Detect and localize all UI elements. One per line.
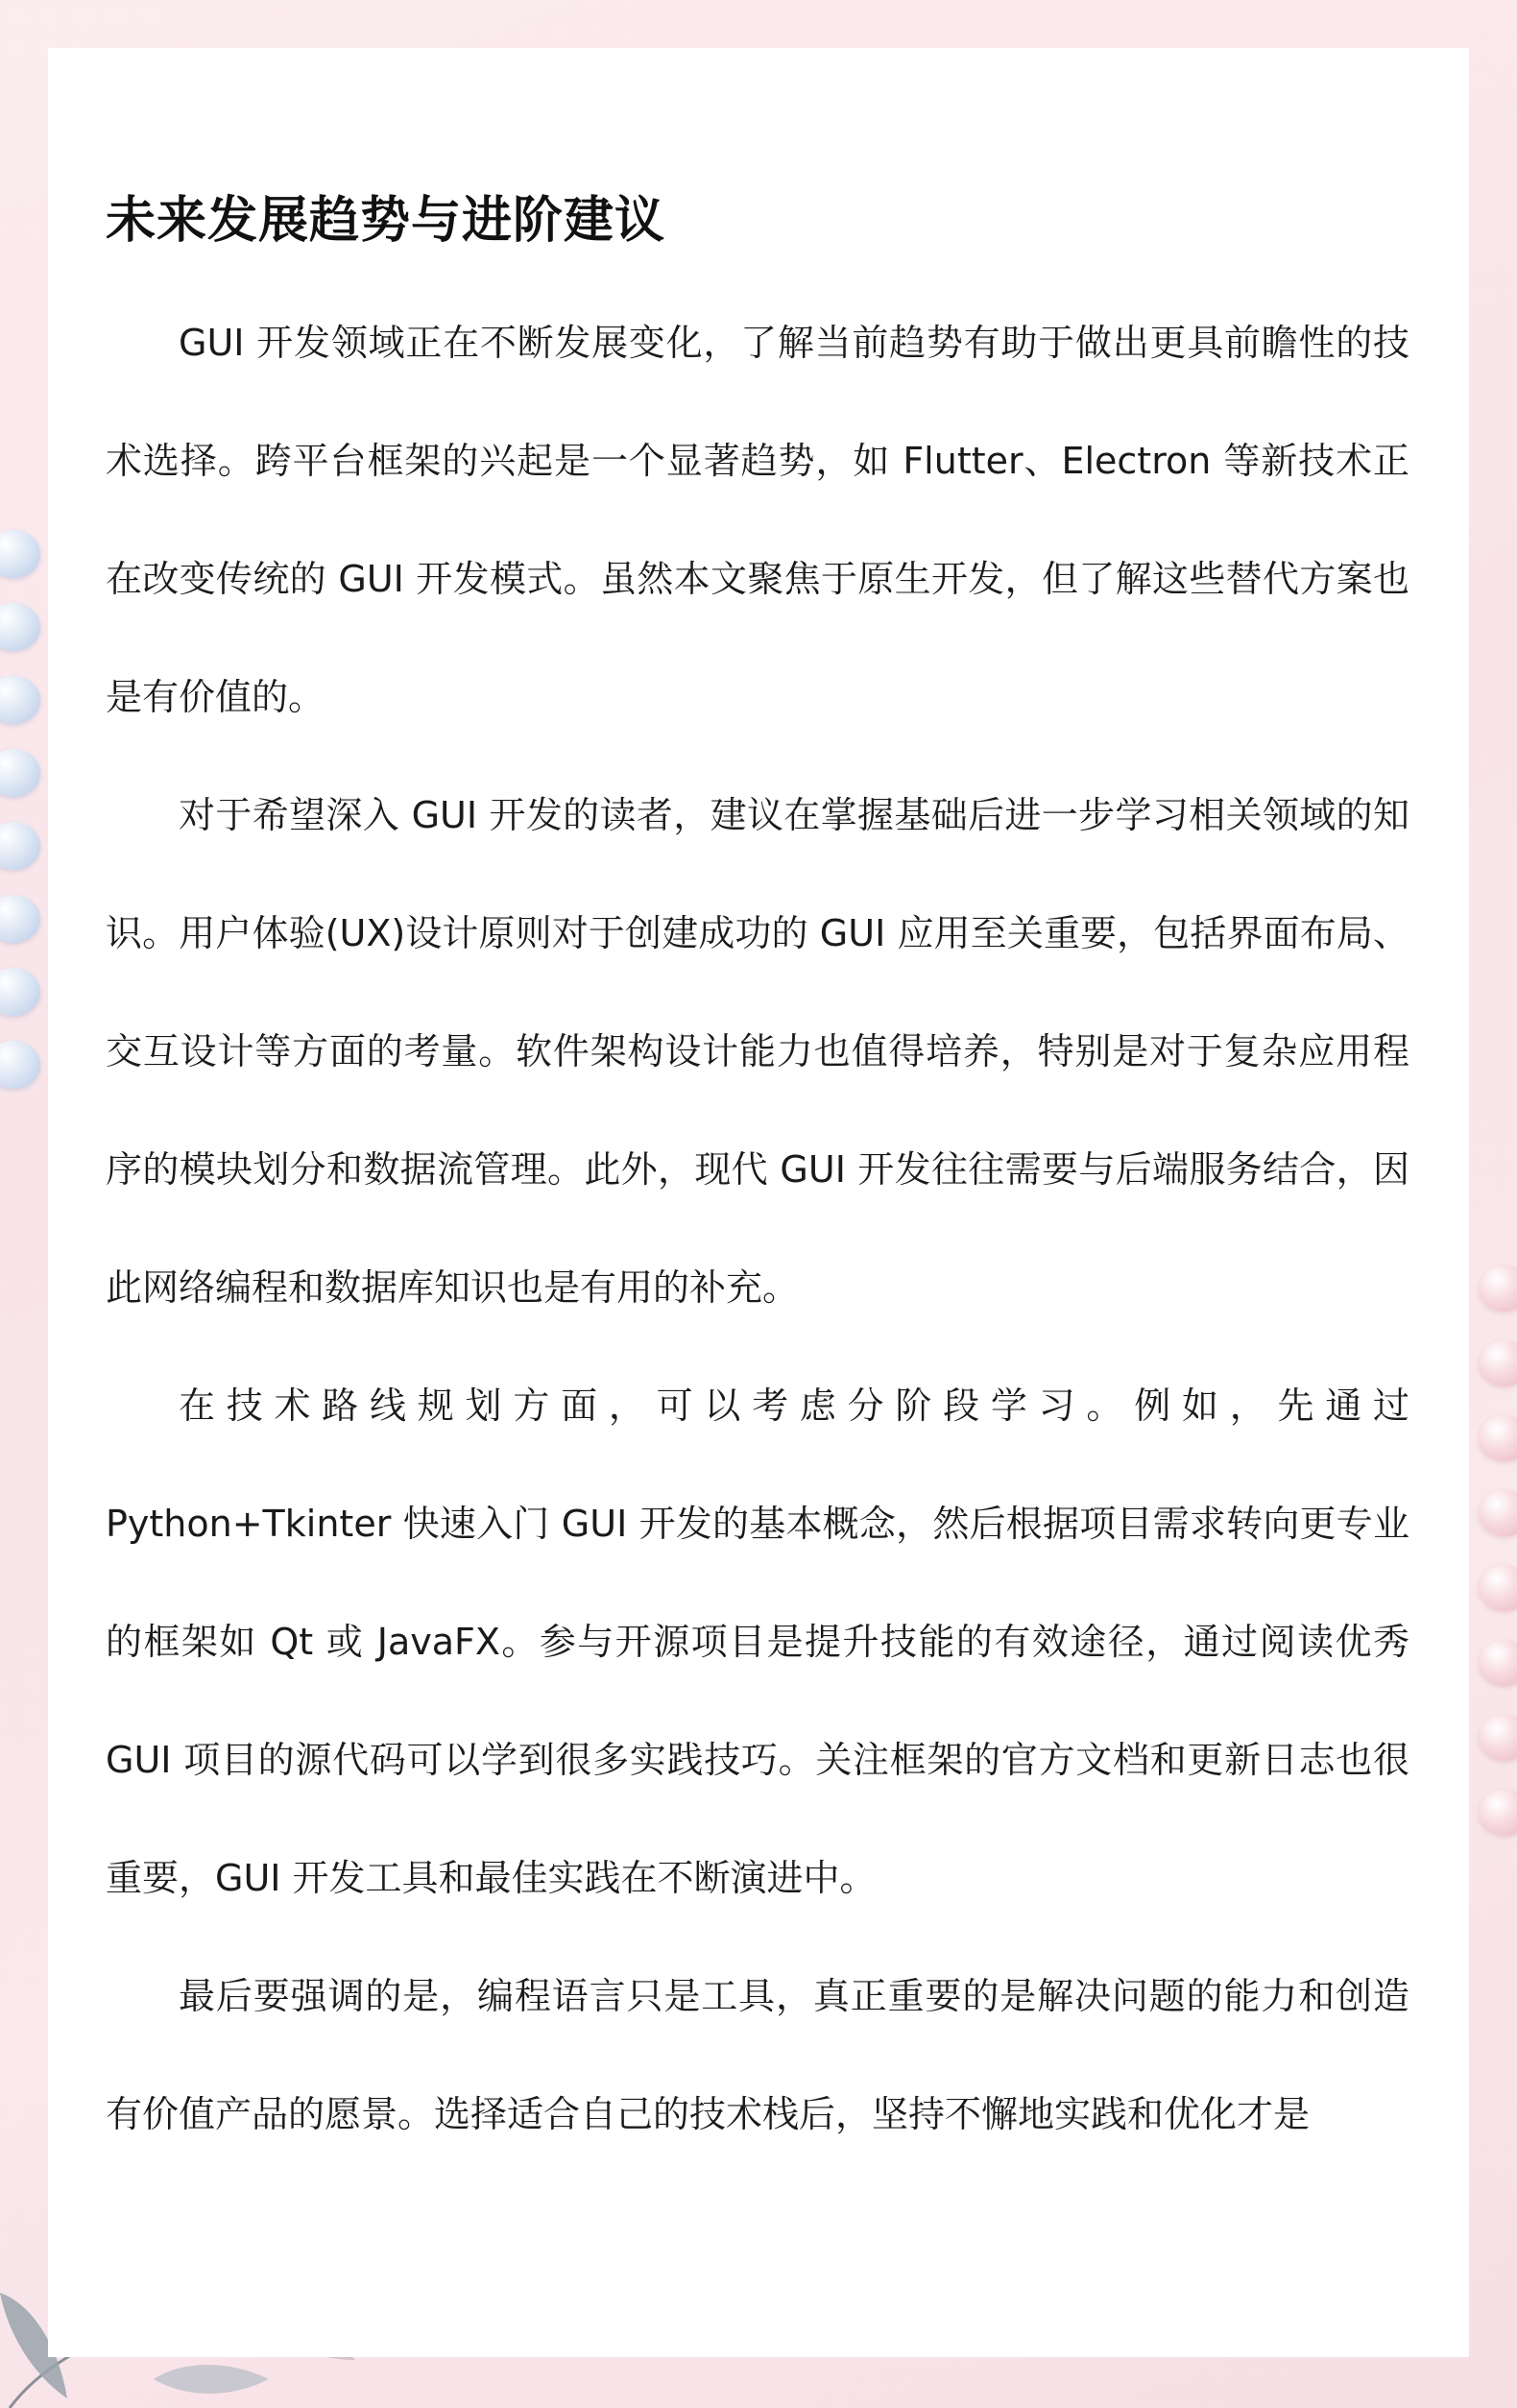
bead-decoration <box>1479 1565 1517 1611</box>
article-card <box>48 48 1469 2357</box>
bead-decoration <box>1479 1715 1517 1761</box>
bead-decoration <box>1479 1265 1517 1312</box>
article-paragraph-1: GUI 开发领域正在不断发展变化，了解当前趋势有助于做出更具前瞻性的技术选择。跨平台框架的兴起是一个显著趋势，如 Flutter、Electron 等新技术正在改变传统的 GUI 开发模式。虽然本文聚焦于原生开发，但了解这些替代方案也是有价值的。 <box>106 322 1409 718</box>
bead-decoration <box>1479 1790 1517 1836</box>
bead-decoration <box>0 968 40 1016</box>
article-paragraph-3: 在技术路线规划方面，可以考虑分阶段学习。例如，先通过 Python+Tkinter 快速入门 GUI 开发的基本概念，然后根据项目需求转向更专业的框架如 Qt 或 JavaFX。参与开源项目是提升技能的有效途径，通过阅读优秀 GUI 项目的源代码可以学到很多实践技巧。关注框架的官方文档和更新日志也很重要，GUI 开发工具和最佳实践在不断演进中。 <box>106 1385 1409 1899</box>
article-paragraph-2: 对于希望深入 GUI 开发的读者，建议在掌握基础后进一步学习相关领域的知识。用户体验(UX)设计原则对于创建成功的 GUI 应用至关重要，包括界面布局、交互设计等方面的考量。软件架构设计能力也值得培养，特别是对于复杂应用程序的模块划分和数据流管理。此外，现代 GUI 开发往往需要与后端服务结合，因此网络编程和数据库知识也是有用的补充。 <box>106 794 1409 1309</box>
bead-decoration <box>0 895 40 943</box>
bead-decoration <box>0 676 40 724</box>
bead-decoration <box>0 1041 40 1089</box>
bead-decoration <box>0 822 40 870</box>
bead-decoration <box>1479 1640 1517 1686</box>
article-paragraph-4: 最后要强调的是，编程语言只是工具，真正重要的是解决问题的能力和创造有价值产品的愿景。选择适合自己的技术栈后，坚持不懈地实践和优化才是 <box>106 1975 1409 2135</box>
bead-decoration <box>1479 1490 1517 1536</box>
bead-decoration <box>1479 1415 1517 1461</box>
bead-decoration <box>0 749 40 797</box>
article-title: 未来发展趋势与进阶建议 <box>106 192 666 250</box>
bead-decoration <box>1479 1340 1517 1386</box>
bead-decoration <box>0 603 40 651</box>
bead-decoration <box>0 530 40 578</box>
